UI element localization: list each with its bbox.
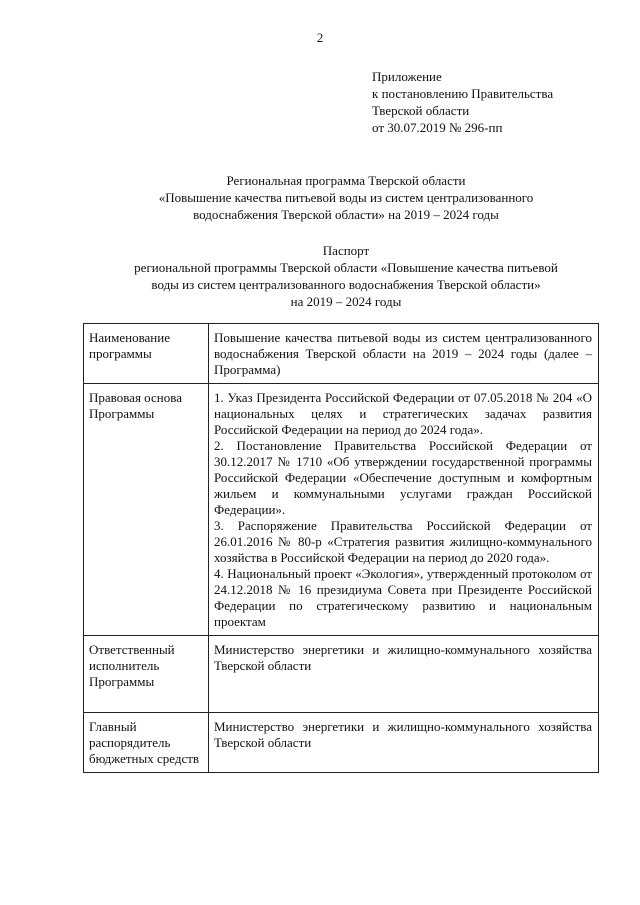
page-number: 2 — [316, 30, 324, 45]
appendix-line: Приложение — [372, 69, 442, 84]
title-line: водоснабжения Тверской области» на 2019 – 2024 годы — [193, 207, 499, 222]
title-line: Региональная программа Тверской области — [226, 173, 466, 188]
appendix-line: Тверской области — [372, 103, 470, 118]
row-label-budget-manager: Главный распорядитель бюджетных средств — [84, 713, 209, 773]
table-row — [84, 713, 599, 773]
appendix-line: к постановлению Правительства — [372, 86, 554, 101]
passport-subtitle-line: региональной программы Тверской области «Повышение качества питьевой — [134, 260, 558, 275]
passport-heading-block — [80, 242, 612, 310]
appendix-line: от 30.07.2019 № 296-пп — [372, 120, 503, 135]
table-row — [84, 384, 599, 636]
row-label-legal-basis: Правовая основа Программы — [84, 384, 209, 636]
passport-table — [83, 323, 599, 773]
row-label-program-name: Наименование программы — [84, 324, 209, 384]
value-paragraph: 1. Указ Президента Российской Федерации от 07.05.2018 № 204 «О национальных целях и стратегических задачах развития Российской Федерации на период до 2024 года». — [214, 390, 592, 437]
value-paragraph: 2. Постановление Правительства Российской Федерации от 30.12.2017 № 1710 «Об утверждении государственной программы Российской Федерации «Обеспечение доступным и комфортным жильем и коммунальными услугами граждан Российской Федерации». — [214, 438, 592, 517]
title-line: «Повышение качества питьевой воды из систем централизованного — [158, 190, 534, 205]
row-value-budget-manager — [209, 713, 599, 773]
value-paragraph: 3. Распоряжение Правительства Российской Федерации от 26.01.2016 № 80-р «Стратегия развития жилищно-коммунального хозяйства в Российской Федерации на период до 2020 года». — [214, 518, 592, 565]
value-paragraph: Министерство энергетики и жилищно-коммунального хозяйства Тверской области — [214, 719, 592, 750]
table-row — [84, 324, 599, 384]
row-value-legal-basis — [209, 384, 599, 636]
value-paragraph: Министерство энергетики и жилищно-коммунального хозяйства Тверской области — [214, 642, 592, 673]
appendix-note — [372, 68, 553, 136]
passport-subtitle-line: на 2019 – 2024 годы — [290, 294, 402, 309]
table-row — [84, 636, 599, 713]
document-title — [80, 172, 612, 223]
passport-heading: Паспорт — [322, 243, 370, 258]
row-value-program-name — [209, 324, 599, 384]
passport-subtitle-line: воды из систем централизованного водоснабжения Тверской области» — [151, 277, 541, 292]
row-label-responsible-executor: Ответственный исполнитель Программы — [84, 636, 209, 713]
value-paragraph: Повышение качества питьевой воды из систем централизованного водоснабжения Тверской области на 2019 – 2024 годы (далее – Программа) — [214, 330, 592, 377]
value-paragraph: 4. Национальный проект «Экология», утвержденный протоколом от 24.12.2018 № 16 президиума Совета при Президенте Российской Федерации по стратегическому развитию и национальным проектам — [214, 566, 592, 629]
row-value-responsible-executor — [209, 636, 599, 713]
